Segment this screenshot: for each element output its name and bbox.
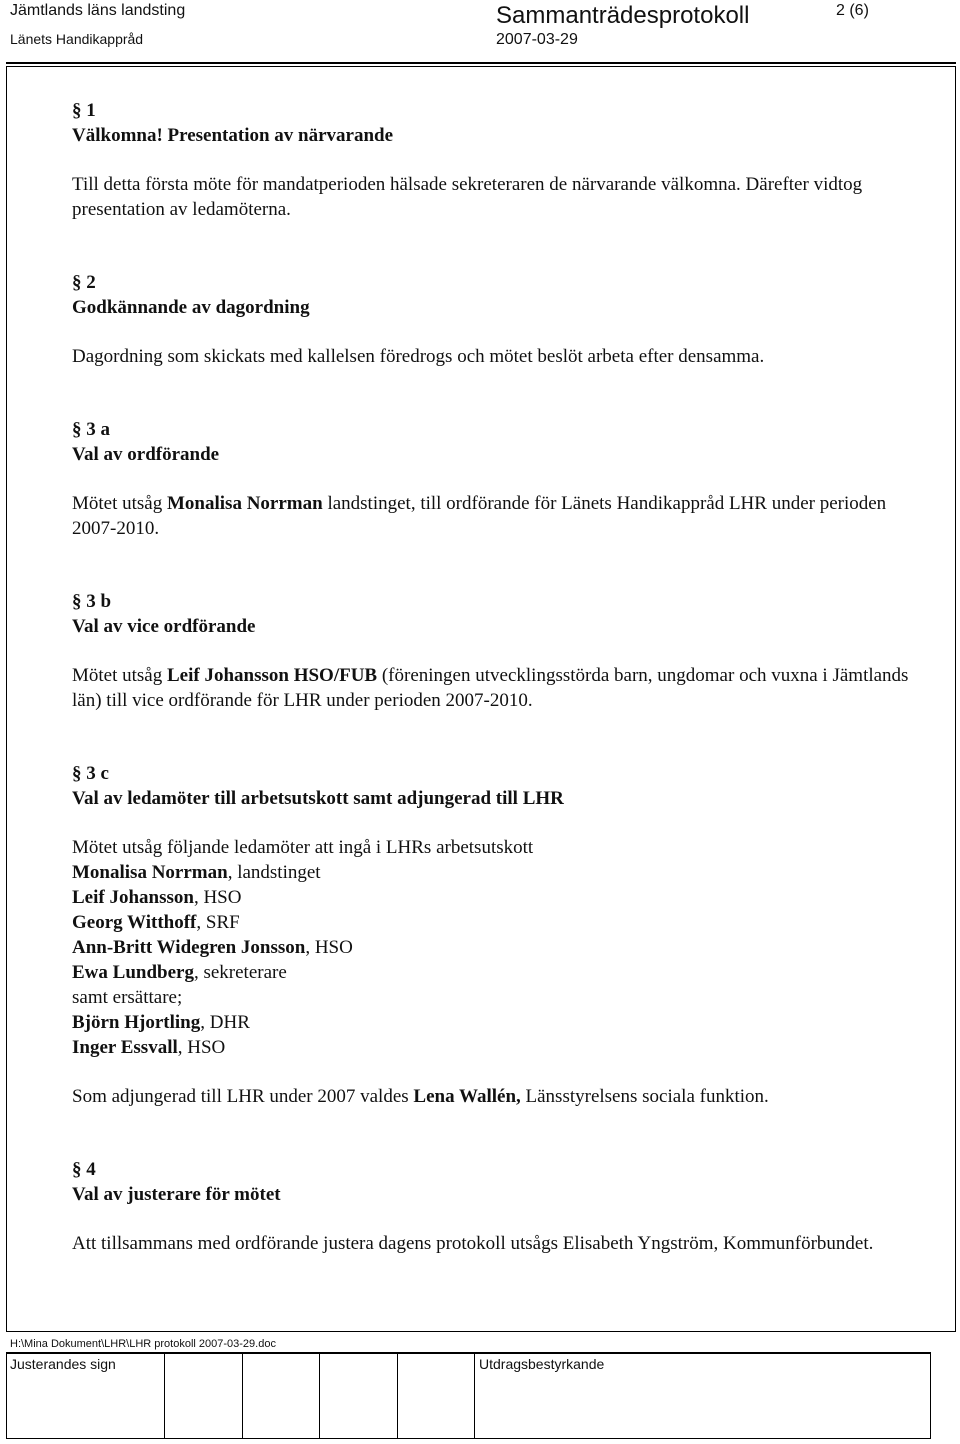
header-divider-thin [6,66,956,67]
chair-name: Monalisa Norrman [167,493,323,514]
section-heading [72,98,932,123]
sign-box-border [930,1354,931,1438]
paragraph-sign-icon: § [72,272,87,293]
paragraph-sign-icon: § [72,1159,87,1180]
section-number: 3 c [86,763,109,784]
section-title: Val av vice ordförande [72,616,256,637]
section-heading [72,761,932,786]
header-organization: Jämtlands läns landsting [10,2,186,19]
sign-box-border [474,1354,475,1438]
section-2 [72,270,932,369]
section-title: Val av ordförande [72,444,220,465]
list-item: Inger Essvall, HSO [72,1037,226,1058]
section-text: Mötet utsåg Leif Johansson HSO/FUB (föreningen utvecklingsstörda barn, ungdomar och vuxna i Jämtlands län) till vice ordförande för LHR under perioden 2007-2010. [72,665,909,711]
section-heading [72,1157,932,1182]
sign-box-border [6,1354,7,1438]
vice-chair-name: Leif Johansson HSO/FUB [167,665,378,686]
section-title: Val av ledamöter till arbetsutskott samt adjungerad till LHR [72,788,564,809]
list-item: Georg Witthoff, SRF [72,912,240,933]
footer-table-bottom [6,1438,931,1439]
section-number: 1 [86,100,96,121]
section-number: 3 b [86,591,112,612]
alternates-label: samt ersättare; [72,987,183,1008]
page-frame-left [6,66,7,1332]
section-text: Mötet utsåg Monalisa Norrman landstinget, till ordförande för Länets Handikappråd LHR under perioden 2007-2010. [72,493,887,539]
list-item: Ann-Britt Widegren Jonsson, HSO [72,937,353,958]
footer-table-top [6,1352,931,1354]
sign-box-border [242,1354,243,1438]
header-unit: Länets Handikappråd [10,31,144,47]
section-title: Godkännande av dagordning [72,297,310,318]
section-text: Till detta första möte för mandatperioden hälsade sekreteraren de närvarande välkomna. Därefter vidtog presentation av ledamöterna. [72,174,863,220]
section-text: Att tillsammans med ordförande justera dagens protokoll utsågs Elisabeth Yngström, Kommunförbundet. [72,1233,874,1254]
header-divider [6,62,956,64]
section-3a [72,417,932,541]
header-document-type: Sammanträdesprotokoll [496,2,750,29]
footer-extract-label: Utdragsbestyrkande [479,1356,605,1372]
paragraph-sign-icon: § [72,763,87,784]
section-heading [72,589,932,614]
protocol-body [72,98,932,1280]
section-number: 2 [86,272,96,293]
sign-box-border [164,1354,165,1438]
section-4 [72,1157,932,1256]
section-title: Val av justerare för mötet [72,1184,281,1205]
section-3b [72,589,932,713]
footer-sign-label: Justerandes sign [10,1356,116,1372]
sign-box-border [397,1354,398,1438]
footer-file-path: H:\Mina Dokument\LHR\LHR protokoll 2007-03-29.doc [10,1338,276,1350]
paragraph-sign-icon: § [72,419,87,440]
paragraph-sign-icon: § [72,100,87,121]
list-item: Ewa Lundberg, sekreterare [72,962,287,983]
section-intro: Mötet utsåg följande ledamöter att ingå i LHRs arbetsutskott [72,837,534,858]
section-heading [72,270,932,295]
adjunct-text: Som adjungerad till LHR under 2007 valdes Lena Wallén, Länsstyrelsens sociala funktion. [72,1086,769,1107]
section-number: 3 a [86,419,110,440]
section-text: Dagordning som skickats med kallelsen föredrogs och mötet beslöt arbeta efter densamma. [72,346,765,367]
list-item: Leif Johansson, HSO [72,887,242,908]
list-item: Björn Hjortling, DHR [72,1012,250,1033]
adjunct-name: Lena Wallén, [413,1086,521,1107]
section-1 [72,98,932,222]
page-frame-right [955,66,956,1332]
paragraph-sign-icon: § [72,591,87,612]
footer-divider [6,1331,956,1332]
header-page-number: 2 (6) [836,2,869,19]
section-heading [72,417,932,442]
sign-box-border [319,1354,320,1438]
section-title: Välkomna! Presentation av närvarande [72,125,394,146]
section-3c [72,761,932,1109]
list-item: Monalisa Norrman, landstinget [72,862,321,883]
header-date: 2007-03-29 [496,31,578,48]
section-number: 4 [86,1159,96,1180]
